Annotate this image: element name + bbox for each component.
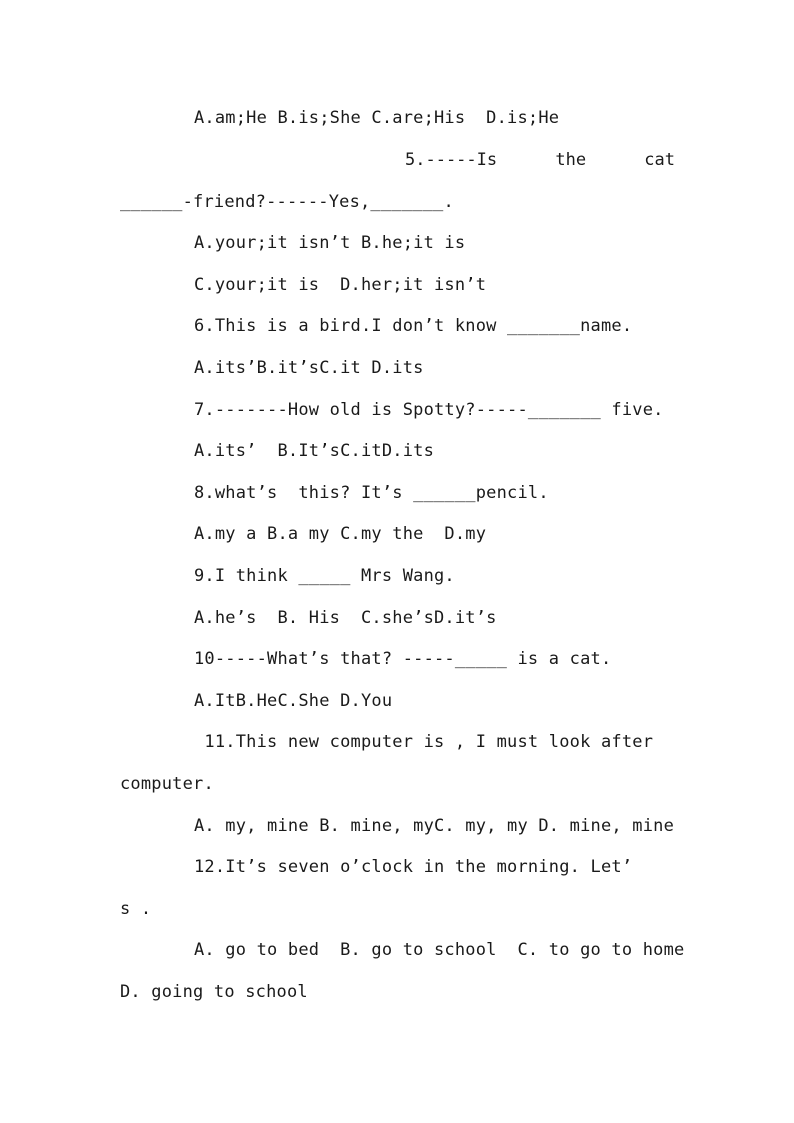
q9-options: A.he’s B. His C.she’sD.it’s (194, 608, 497, 628)
q4-options: A.am;He B.is;She C.are;His D.is;He (194, 108, 560, 128)
q6-options: A.its’B.it’sC.it D.its (194, 358, 424, 378)
q5-stem-line (405, 150, 675, 170)
q5-word-2: the (555, 150, 587, 170)
q12-stem-cont: s . (120, 899, 152, 919)
q5-word-1: 5.-----Is (405, 150, 498, 170)
q9-stem: 9.I think _____ Mrs Wang. (194, 566, 455, 586)
q5-options-a: A.your;it isn’t B.he;it is (194, 233, 466, 253)
q11-options: A. my, mine B. mine, myC. my, my D. mine, mine (194, 816, 675, 836)
q5-options-b: C.your;it is D.her;it isn’t (194, 275, 487, 295)
q8-stem: 8.what’s this? It’s ______pencil. (194, 483, 549, 503)
q12-options: A. go to bed B. go to school C. to go to home (194, 940, 685, 960)
q12-stem: 12.It’s seven o’clock in the morning. Let’ (194, 857, 633, 877)
q8-options: A.my a B.a my C.my the D.my (194, 524, 487, 544)
q6-stem: 6.This is a bird.I don’t know _______name. (194, 316, 633, 336)
q5-stem-cont: ______-friend?------Yes,_______. (120, 192, 454, 212)
q11-stem: 11.This new computer is , I must look after (194, 732, 654, 752)
q12-options-cont: D. going to school (120, 982, 308, 1002)
q7-stem: 7.-------How old is Spotty?-----_______ five. (194, 400, 664, 420)
q7-options: A.its’ B.It’sC.itD.its (194, 441, 435, 461)
q10-stem: 10-----What’s that? -----_____ is a cat. (194, 649, 612, 669)
q5-word-3: cat (644, 150, 675, 170)
q11-stem-cont: computer. (120, 774, 214, 794)
q10-options: A.ItB.HeC.She D.You (194, 691, 393, 711)
